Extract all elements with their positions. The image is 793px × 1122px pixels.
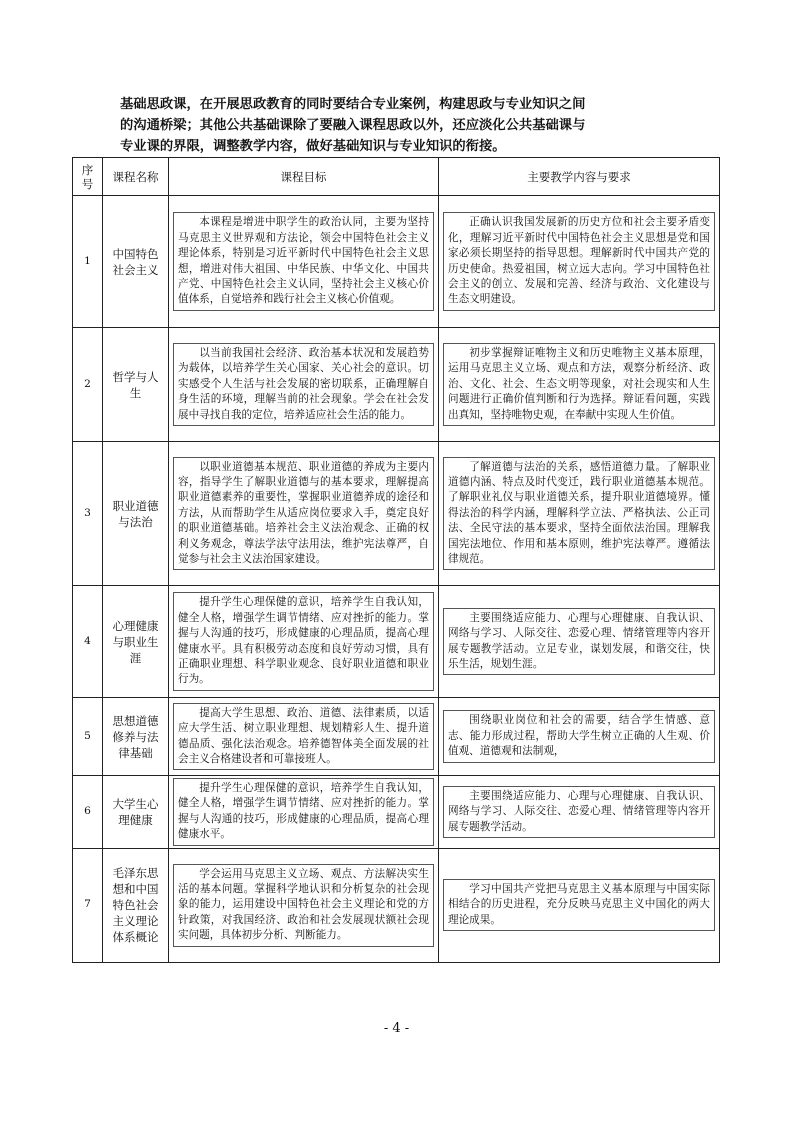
course-goal: 提升学生心理保健的意识，培养学生自我认知，健全人格，增强学生调节情绪、应对挫折的能力。掌握与人沟通的技巧，形成健康的心理品质，提高心理健康水平。具有积极劳动态度和良好劳动习惯，具有正确职业理想、科学职业观念、良好职业道德和职业行为。 — [173, 592, 434, 690]
table-row — [73, 586, 720, 698]
course-content-cell — [439, 698, 720, 776]
course-goal-cell — [169, 698, 439, 776]
row-num: 6 — [73, 776, 103, 849]
row-num: 1 — [73, 196, 103, 328]
intro-line: 的沟通桥梁；其他公共基础课除了要融入课程思政以外，还应淡化公共基础课与 — [120, 118, 586, 133]
course-goal: 以职业道德基本规范、职业道德的养成为主要内容，指导学生了解职业道德与的基本要求，理解提高职业道德素养的重要性，掌握职业道德养成的途径和方法，从而帮助学生从适应岗位要求入手，奠定良好的职业道德基础。培养社会主义法治观念、正确的权利义务观念，尊法学法守法用法，维护宪法尊严，自觉参与社会主义法治国家建设。 — [173, 457, 434, 571]
course-table — [72, 157, 720, 963]
course-goal: 本课程是增进中职学生的政治认同，主要为坚持马克思主义世界观和方法论，领会中国特色社会主义理论体系，特别是习近平新时代中国特色社会主义思想，增进对伟大祖国、中华民族、中华文化、中国共产党、中国特色社会主义认同，坚持社会主义核心价值体系，自觉培养和践行社会主义核心价值观。 — [173, 212, 434, 310]
course-content-cell — [439, 848, 720, 962]
table-header-row — [73, 158, 720, 196]
header-content: 主要教学内容与要求 — [439, 158, 720, 196]
table-row — [73, 328, 720, 442]
course-goal: 学会运用马克思主义立场、观点、方法解决实生活的基本问题。掌握科学地认识和分析复杂的社会现象的能力，运用建设中国特色社会主义理论和党的方针政策，对我国经济、政治和社会发展现状额社会现实问题，具体初步分析、判断能力。 — [173, 864, 434, 947]
row-num: 3 — [73, 442, 103, 586]
header-num: 序号 — [73, 158, 103, 196]
course-content-cell — [439, 776, 720, 849]
course-name: 职业道德与法治 — [103, 442, 169, 586]
header-name: 课程名称 — [103, 158, 169, 196]
course-goal-cell — [169, 196, 439, 328]
course-goal: 提升学生心理保健的意识，培养学生自我认知，健全人格，增强学生调节情绪、应对挫折的能力。掌握与人沟通的技巧，形成健康的心理品质，提高心理健康水平。 — [173, 778, 434, 846]
page-number: - 4 - — [383, 1021, 410, 1036]
table-row — [73, 442, 720, 586]
table-row — [73, 848, 720, 962]
table-row — [73, 776, 720, 849]
row-num: 5 — [73, 698, 103, 776]
course-goal-cell — [169, 442, 439, 586]
course-goal-cell — [169, 586, 439, 698]
course-goal: 提高大学生思想、政治、道德、法律素质，以适应大学生活、树立职业理想、规划精彩人生、提升道德品质、强化法治观念。培养德智体美全面发展的社会主义合格建设者和可靠接班人。 — [173, 703, 434, 771]
course-content: 学习中国共产党把马克思主义基本原理与中国实际相结合的历史进程，充分反映马克思主义中国化的两大理论成果。 — [443, 879, 715, 931]
course-name: 思想道德修养与法律基础 — [103, 698, 169, 776]
course-content-cell — [439, 328, 720, 442]
intro-line: 基础思政课，在开展思政教育的同时要结合专业案例，构建思政与专业知识之间 — [120, 97, 586, 112]
course-content-cell — [439, 442, 720, 586]
course-content: 围绕职业岗位和社会的需要，结合学生情感、意志、能力形成过程，帮助大学生树立正确的人生观、价值观、道德观和法制观， — [443, 710, 715, 762]
course-name: 中国特色社会主义 — [103, 196, 169, 328]
course-content: 了解道德与法治的关系，感悟道德力量。了解职业道德内涵、特点及时代变迁，践行职业道德基本规范。了解职业礼仪与职业道德关系，提升职业道德境界。懂得法治的科学内涵，理解科学立法、严格执法、公正司法、全民守法的基本要求，坚持全面依法治国。理解我国宪法地位、作用和基本原则，维护宪法尊严。遵循法律规范。 — [443, 457, 715, 571]
course-name: 毛泽东思想和中国特色社会主义理论体系概论 — [103, 848, 169, 962]
table-row — [73, 698, 720, 776]
course-content: 正确认识我国发展新的历史方位和社会主要矛盾变化，理解习近平新时代中国特色社会主义思想是党和国家必须长期坚持的指导思想。理解新时代中国共产党的历史使命。热爱祖国，树立远大志向。学习中国特色社会主义的创立、发展和完善、经济与政治、文化建设与生态文明建设。 — [443, 212, 715, 310]
course-name: 心理健康与职业生涯 — [103, 586, 169, 698]
intro-line: 专业课的界限，调整教学内容，做好基础知识与专业知识的衔接。 — [120, 139, 506, 154]
course-name: 大学生心理健康 — [103, 776, 169, 849]
row-num: 4 — [73, 586, 103, 698]
row-num: 7 — [73, 848, 103, 962]
table-row — [73, 196, 720, 328]
intro-paragraph — [120, 94, 690, 157]
course-goal-cell — [169, 328, 439, 442]
course-content-cell — [439, 586, 720, 698]
header-goal: 课程目标 — [169, 158, 439, 196]
course-goal-cell — [169, 776, 439, 849]
row-num: 2 — [73, 328, 103, 442]
course-goal-cell — [169, 848, 439, 962]
course-content: 初步掌握辩证唯物主义和历史唯物主义基本原理，运用马克思主义立场、观点和方法，观察分析经济、政治、文化、社会、生态文明等现象，对社会现实和人生问题进行正确价值判断和行为选择。辩证看问题，实践出真知，坚持唯物史观，在奉献中实现人生价值。 — [443, 343, 715, 426]
course-content: 主要围绕适应能力、心理与心理健康、自我认识、网络与学习、人际交往、恋爱心理、情绪管理等内容开展专题教学活动。立足专业，谋划发展，和谐交往，快乐生活，规划生涯。 — [443, 608, 715, 676]
course-content: 主要围绕适应能力、心理与心理健康、自我认识、网络与学习、人际交往、恋爱心理、情绪管理等内容开展专题教学活动。 — [443, 786, 715, 838]
course-content-cell — [439, 196, 720, 328]
course-name: 哲学与人生 — [103, 328, 169, 442]
course-goal: 以当前我国社会经济、政治基本状况和发展趋势为载体，以培养学生关心国家、关心社会的意识。切实感受个人生活与社会发展的密切联系，正确理解自身生活的环境，理解当前的社会现象。学会在社会发展中寻找自我的定位，培养适应社会生活的能力。 — [173, 343, 434, 426]
